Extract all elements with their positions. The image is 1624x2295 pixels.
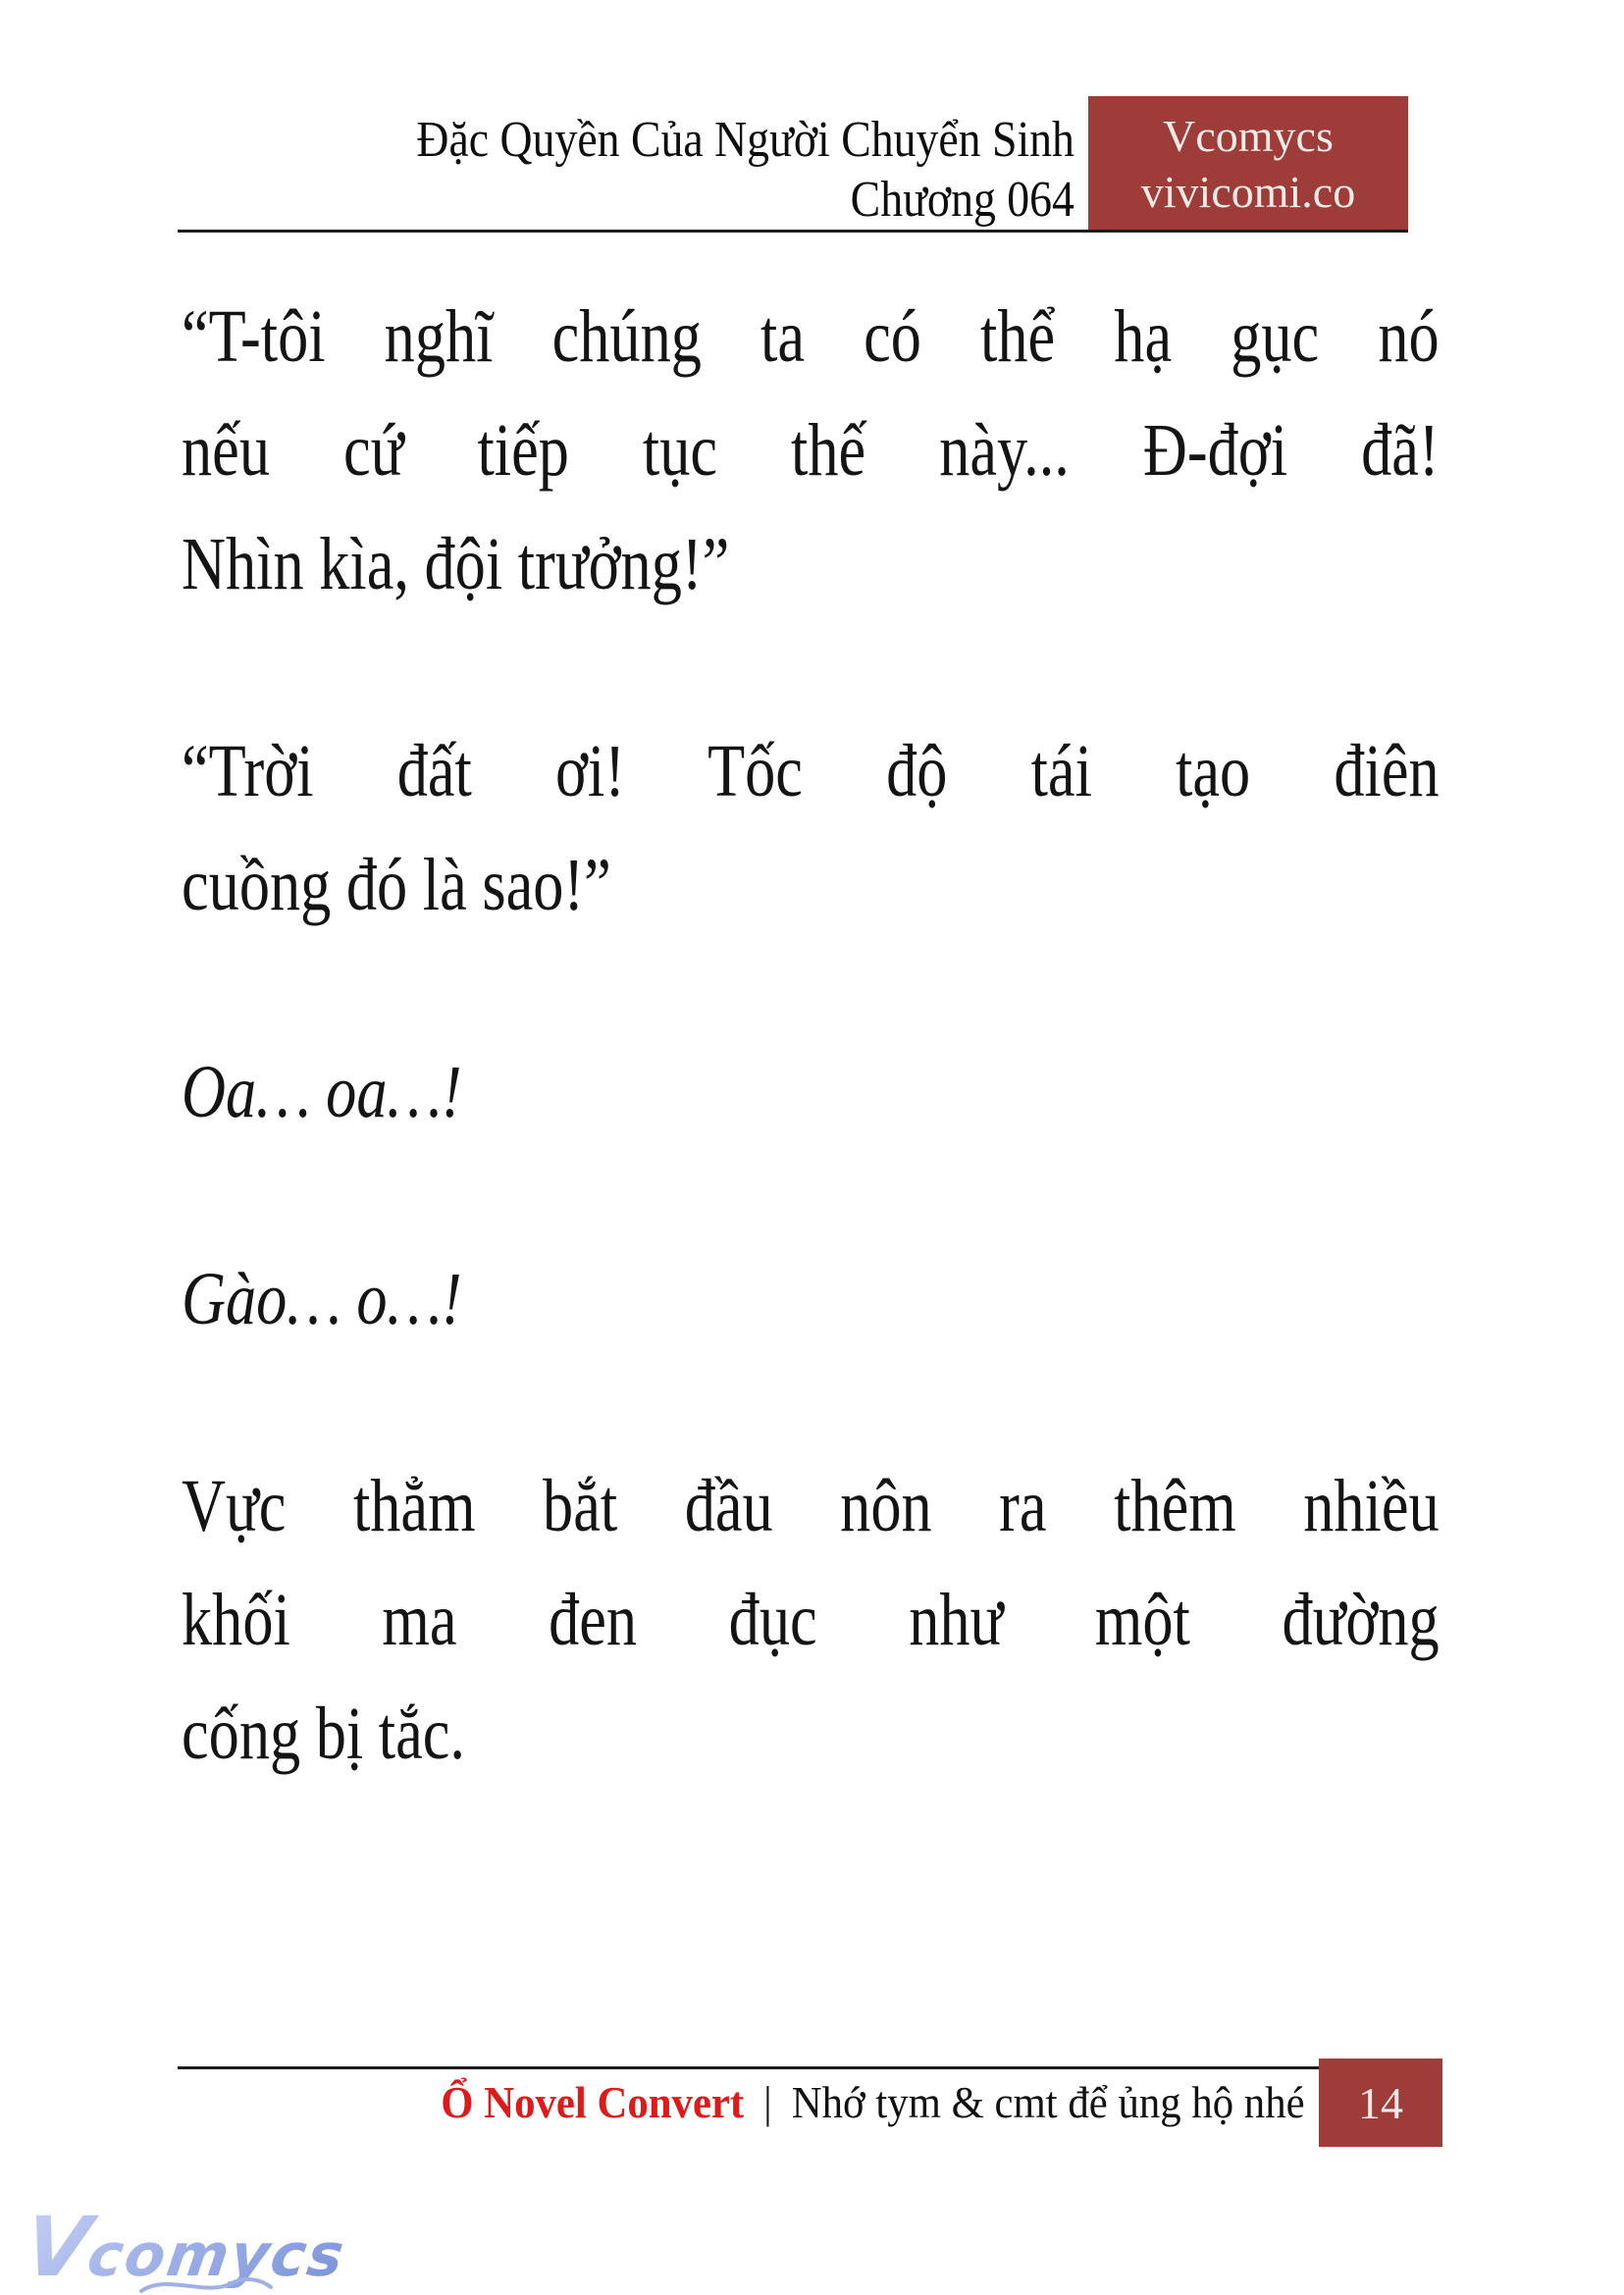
paragraph <box>182 1035 1440 1149</box>
brand-site: vivicomi.co <box>1140 167 1356 217</box>
body-line: “T-tôi nghĩ chúng ta có thể hạ gục nó <box>182 295 1440 378</box>
watermark-initial: V <box>19 2199 96 2295</box>
page-header <box>417 110 1074 230</box>
body-line: Gào… o…! <box>182 1258 462 1340</box>
body-line: cống bị tắc. <box>182 1693 465 1775</box>
footer-note: Nhớ tym & cmt để ủng hộ nhé <box>792 2077 1305 2127</box>
paragraph <box>182 1449 1440 1791</box>
body-line: Vực thẳm bắt đầu nôn ra thêm nhiều <box>182 1465 1440 1547</box>
brand-name: Vcomycs <box>1163 111 1334 161</box>
footer-separator: | <box>763 2077 773 2127</box>
page-footer <box>442 2074 1305 2131</box>
header-divider <box>178 230 1408 233</box>
body-line: “Trời đất ơi! Tốc độ tái tạo điên <box>182 730 1440 812</box>
chapter-number: Chương 064 <box>850 172 1074 228</box>
footer-brand: Ổ Novel Convert <box>441 2077 745 2127</box>
body-line: cuồng đó là sao!” <box>182 844 611 926</box>
book-title: Đặc Quyền Của Người Chuyển Sinh <box>416 112 1074 168</box>
page-number: 14 <box>1358 2077 1403 2128</box>
footer-divider <box>178 2066 1442 2069</box>
page-number-box <box>1319 2059 1442 2147</box>
body-line: nếu cứ tiếp tục thế này... Đ-đợi đã! <box>182 409 1440 492</box>
watermark-text: comycs <box>82 2221 350 2290</box>
paragraph <box>182 714 1440 942</box>
watermark-flourish <box>137 2271 275 2295</box>
header-brand-box <box>1088 96 1408 232</box>
body-line: khối ma đen đục như một đường <box>182 1579 1440 1661</box>
body-text <box>182 280 1440 1884</box>
paragraph <box>182 280 1440 621</box>
paragraph <box>182 1242 1440 1356</box>
body-line: Nhìn kìa, đội trưởng!” <box>182 523 730 605</box>
body-line: Oa… oa…! <box>182 1051 462 1133</box>
